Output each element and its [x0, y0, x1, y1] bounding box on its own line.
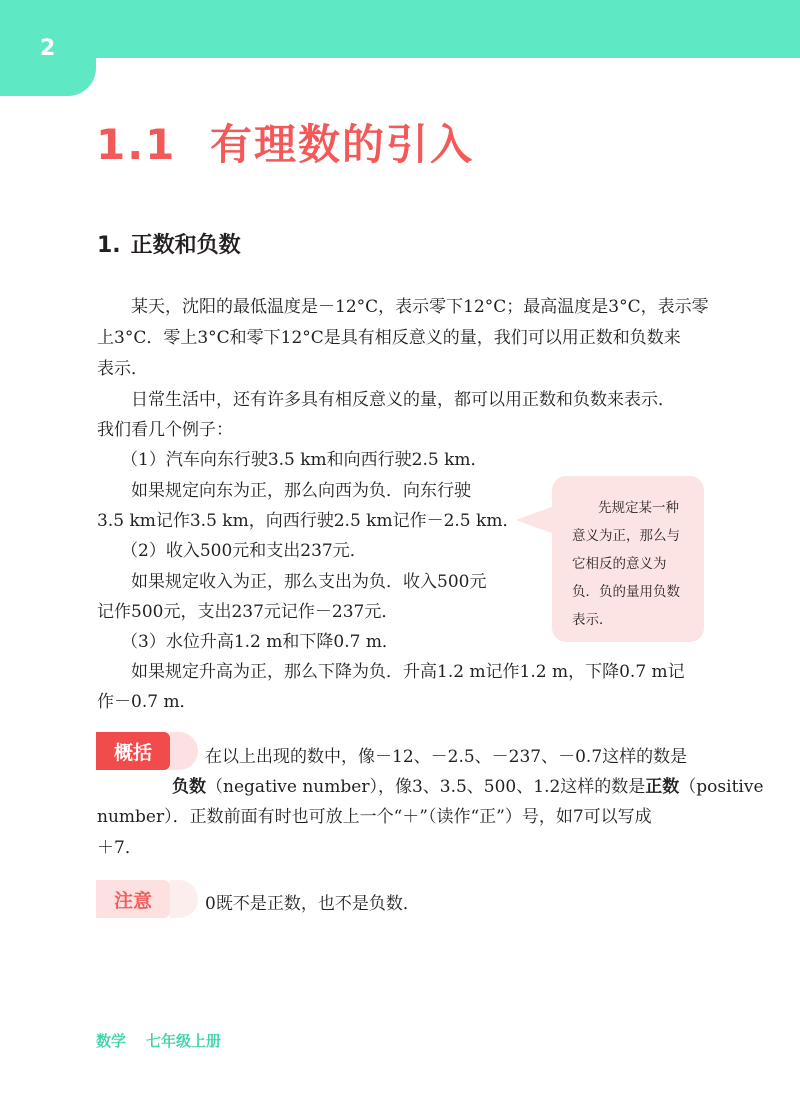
example-line: 如果规定收入为正，那么支出为负．收入500元	[131, 572, 487, 592]
example-line: 3.5 km记作3.5 km，向西行驶2.5 km记作－2.5 km．	[97, 511, 520, 531]
positive-number-term: 正数	[645, 777, 680, 797]
example-line: 作－0.7 m．	[97, 692, 197, 712]
side-note	[552, 476, 704, 642]
summary-tag	[96, 732, 196, 770]
paragraph-line: 上3°C．零上3°C和零下12°C是具有相反意义的量，我们可以用正数和负数来	[97, 328, 681, 348]
footer-grade: 七年级上册	[146, 1032, 222, 1050]
paragraph-line: 表示．	[97, 359, 148, 379]
example-heading: （3）水位升高1.2 m和下降0.7 m．	[121, 632, 399, 652]
section-title-text: 有理数的引入	[210, 120, 475, 169]
subsection-title-text: 正数和负数	[130, 233, 241, 258]
example-line: 如果规定升高为正，那么下降为负．升高1.2 m记作1.2 m，下降0.7 m记	[131, 662, 685, 682]
notice-label: 注意	[113, 890, 152, 912]
notice-tag-fade	[170, 880, 198, 918]
notice-tag	[96, 880, 196, 918]
example-heading: （2）收入500元和支出237元．	[121, 541, 367, 561]
summary-text-segment: （positive	[679, 777, 764, 797]
summary-line: 在以上出现的数中，像－12、－2.5、－237、－0.7这样的数是	[205, 747, 688, 767]
side-note-line: 负．负的量用负数	[572, 584, 680, 600]
negative-number-term: 负数	[172, 777, 206, 797]
example-line: 如果规定向东为正，那么向西为负．向东行驶	[131, 481, 471, 501]
side-note-line: 先规定某一种	[598, 500, 679, 516]
summary-line	[172, 772, 764, 797]
summary-line: number）．正数前面有时也可放上一个“＋”（读作“正”）号，如7可以写成	[97, 807, 652, 827]
summary-label: 概括	[113, 742, 152, 764]
side-note-pointer	[516, 506, 554, 534]
section-title	[96, 112, 474, 172]
paragraph-line: 我们看几个例子：	[97, 420, 233, 440]
footer-subject: 数学	[96, 1032, 127, 1050]
paragraph-line: 日常生活中，还有许多具有相反意义的量，都可以用正数和负数来表示．	[131, 390, 675, 410]
page-number: 2	[40, 36, 56, 61]
side-note-line: 意义为正，那么与	[572, 528, 680, 544]
subsection-title	[97, 228, 241, 259]
section-number: 1.1	[96, 120, 177, 169]
notice-text: 0既不是正数，也不是负数．	[205, 894, 420, 914]
example-heading: （1）汽车向东行驶3.5 km和向西行驶2.5 km．	[121, 450, 488, 470]
side-note-line: 它相反的意义为	[572, 556, 667, 572]
header-band	[0, 0, 800, 58]
summary-tag-fade	[170, 732, 198, 770]
example-line: 记作500元，支出237元记作－237元．	[97, 602, 399, 622]
subsection-number: 1.	[97, 233, 121, 258]
summary-line: ＋7．	[97, 838, 142, 858]
footer	[96, 1030, 221, 1051]
side-note-line: 表示．	[572, 612, 613, 628]
summary-text-segment: （negative number），像3、3.5、500、1.2这样的数是	[206, 777, 646, 797]
paragraph-line: 某天，沈阳的最低温度是－12°C，表示零下12°C；最高温度是3°C，表示零	[131, 297, 709, 317]
